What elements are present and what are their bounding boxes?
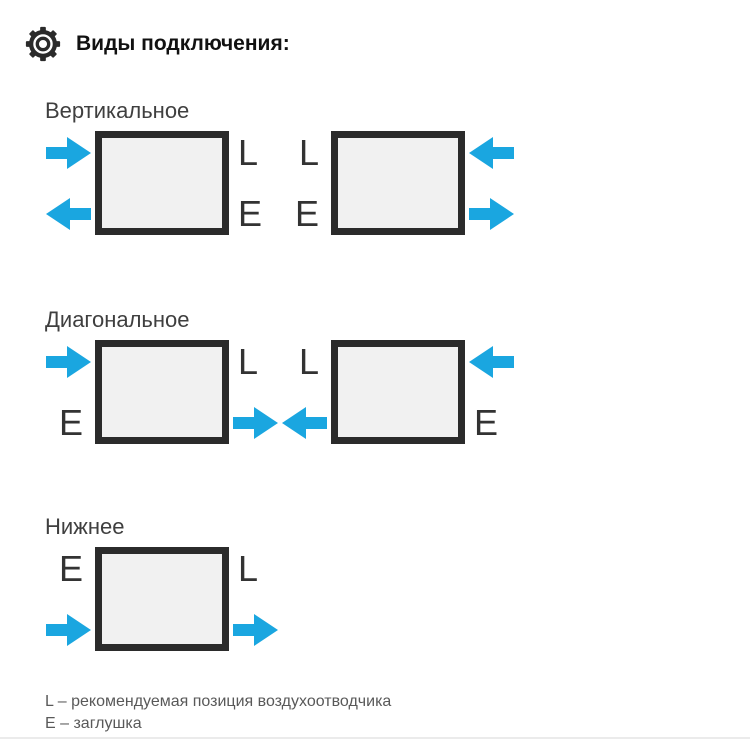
arrow-right-icon	[46, 137, 91, 169]
radiator-box	[331, 340, 465, 444]
port-slot	[281, 193, 331, 234]
legend-line: E – заглушка	[45, 715, 142, 732]
arrow-left-icon	[46, 198, 91, 230]
port-label: E	[58, 548, 83, 589]
arrow-right-icon	[46, 614, 91, 646]
radiator-box	[95, 547, 229, 651]
port-slot	[229, 613, 279, 647]
radiator-diagram	[45, 339, 279, 445]
diagram-right-column	[229, 339, 279, 445]
port-slot	[45, 613, 95, 647]
port-label: E	[58, 402, 83, 443]
port-slot	[229, 548, 279, 589]
port-label: L	[238, 132, 259, 173]
port-slot	[465, 345, 515, 379]
diagram-right-column	[465, 130, 515, 236]
port-slot	[229, 193, 279, 234]
port-slot	[281, 132, 331, 173]
radiator-diagram	[45, 546, 279, 652]
arrow-left-icon	[469, 346, 514, 378]
port-slot	[45, 402, 95, 443]
port-slot	[45, 345, 95, 379]
port-slot	[229, 341, 279, 382]
port-slot	[465, 402, 515, 443]
port-slot	[465, 197, 515, 231]
diagram-left-column	[281, 130, 331, 236]
bottom-divider	[0, 737, 750, 739]
port-label: L	[298, 132, 319, 173]
port-slot	[281, 341, 331, 382]
radiator-diagram	[281, 130, 515, 236]
legend-line: L – рекомендуемая позиция воздухоотводчика	[45, 693, 392, 710]
connection-section	[0, 98, 750, 236]
port-slot	[45, 548, 95, 589]
connection-section	[0, 514, 750, 652]
radiator-box	[95, 340, 229, 444]
port-slot	[281, 406, 331, 440]
radiator-diagram	[281, 339, 515, 445]
port-slot	[45, 136, 95, 170]
port-slot	[229, 132, 279, 173]
arrow-right-icon	[233, 407, 278, 439]
arrow-left-icon	[282, 407, 327, 439]
diagram-left-column	[281, 339, 331, 445]
diagram-left-column	[45, 339, 95, 445]
diagram-right-column	[465, 339, 515, 445]
diagram-right-column	[229, 546, 279, 652]
diagram-right-column	[229, 130, 279, 236]
page-title: Виды подключения:	[76, 32, 290, 55]
diagram-row	[45, 339, 750, 445]
port-label: L	[238, 548, 259, 589]
arrow-right-icon	[46, 346, 91, 378]
radiator-diagram	[45, 130, 279, 236]
arrow-right-icon	[233, 614, 278, 646]
port-label: L	[298, 341, 319, 382]
diagram-row	[45, 546, 750, 652]
port-label: L	[238, 341, 259, 382]
radiator-box	[331, 131, 465, 235]
connection-section	[0, 307, 750, 445]
section-title: Вертикальное	[45, 98, 190, 123]
port-label: E	[238, 193, 263, 234]
port-slot	[229, 406, 279, 440]
legend	[45, 691, 391, 735]
diagram-left-column	[45, 130, 95, 236]
diagram-row	[45, 130, 750, 236]
port-label: E	[474, 402, 499, 443]
port-slot	[45, 197, 95, 231]
section-title: Нижнее	[45, 514, 125, 539]
port-label: E	[294, 193, 319, 234]
section-title: Диагональное	[45, 307, 190, 332]
arrow-left-icon	[469, 137, 514, 169]
port-slot	[465, 136, 515, 170]
diagram-left-column	[45, 546, 95, 652]
radiator-box	[95, 131, 229, 235]
arrow-right-icon	[469, 198, 514, 230]
